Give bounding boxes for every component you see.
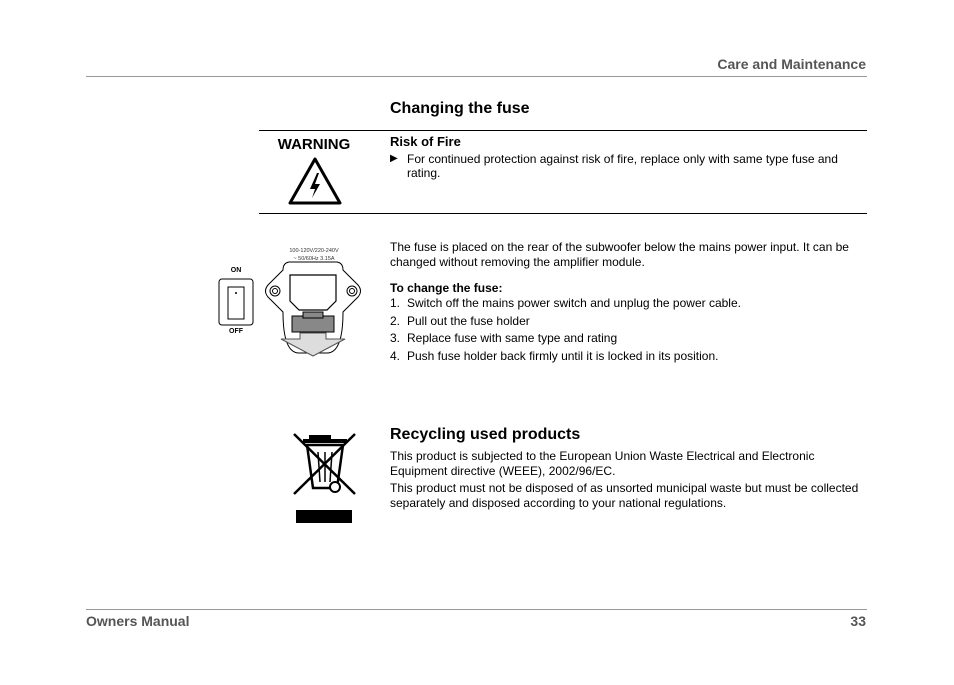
- rating-line-2: ~ 50/60Hz 3.15A: [293, 256, 335, 262]
- fuse-rating-label: [270, 247, 358, 263]
- steps-heading: To change the fuse:: [390, 281, 503, 295]
- page-number: 33: [850, 613, 866, 629]
- rating-line-1: 100-120V/220-240V: [289, 248, 339, 254]
- warning-bullet-text: For continued protection against risk of fire, replace only with same type fuse and rating.: [407, 152, 838, 180]
- switch-on-label: ON: [230, 267, 242, 274]
- warning-title: Risk of Fire: [390, 134, 461, 149]
- weee-crossed-bin-icon: [292, 430, 358, 530]
- header-divider: [86, 76, 867, 77]
- list-item: 1. Switch off the mains power switch and unplug the power cable.: [390, 296, 741, 310]
- warning-bottom-rule: [259, 213, 867, 214]
- high-voltage-warning-icon: [287, 156, 343, 211]
- bullet-arrow-icon: ▶: [390, 153, 398, 164]
- recycling-heading: Recycling used products: [390, 426, 581, 443]
- section-title: Care and Maintenance: [717, 56, 866, 72]
- manual-title: Owners Manual: [86, 613, 190, 629]
- warning-bullet: [390, 152, 860, 180]
- warning-top-rule: [259, 130, 867, 131]
- list-item: 3. Replace fuse with same type and rating: [390, 331, 618, 345]
- list-item: 2. Pull out the fuse holder: [390, 313, 530, 328]
- recycling-paragraph-2: This product must not be disposed of as unsorted municipal waste but must be collected separately and disposed according to your national regulations.: [390, 481, 859, 510]
- switch-off-label: OFF: [229, 328, 243, 335]
- fuse-intro: The fuse is placed on the rear of the subwoofer below the mains power input. It can be changed without removing the amplifier module.: [390, 240, 849, 269]
- fuse-heading: Changing the fuse: [390, 100, 530, 117]
- footer-divider: [86, 609, 867, 610]
- warning-label: WARNING: [277, 136, 351, 153]
- fuse-steps-list: [390, 296, 866, 366]
- fuse-holder-figure: [215, 245, 365, 365]
- recycling-paragraph-1: This product is subjected to the European Union Waste Electrical and Electronic Equipment directive (WEEE), 2002/96/EC.: [390, 449, 815, 478]
- list-item: 4. Push fuse holder back firmly until it is locked in its position.: [390, 348, 719, 363]
